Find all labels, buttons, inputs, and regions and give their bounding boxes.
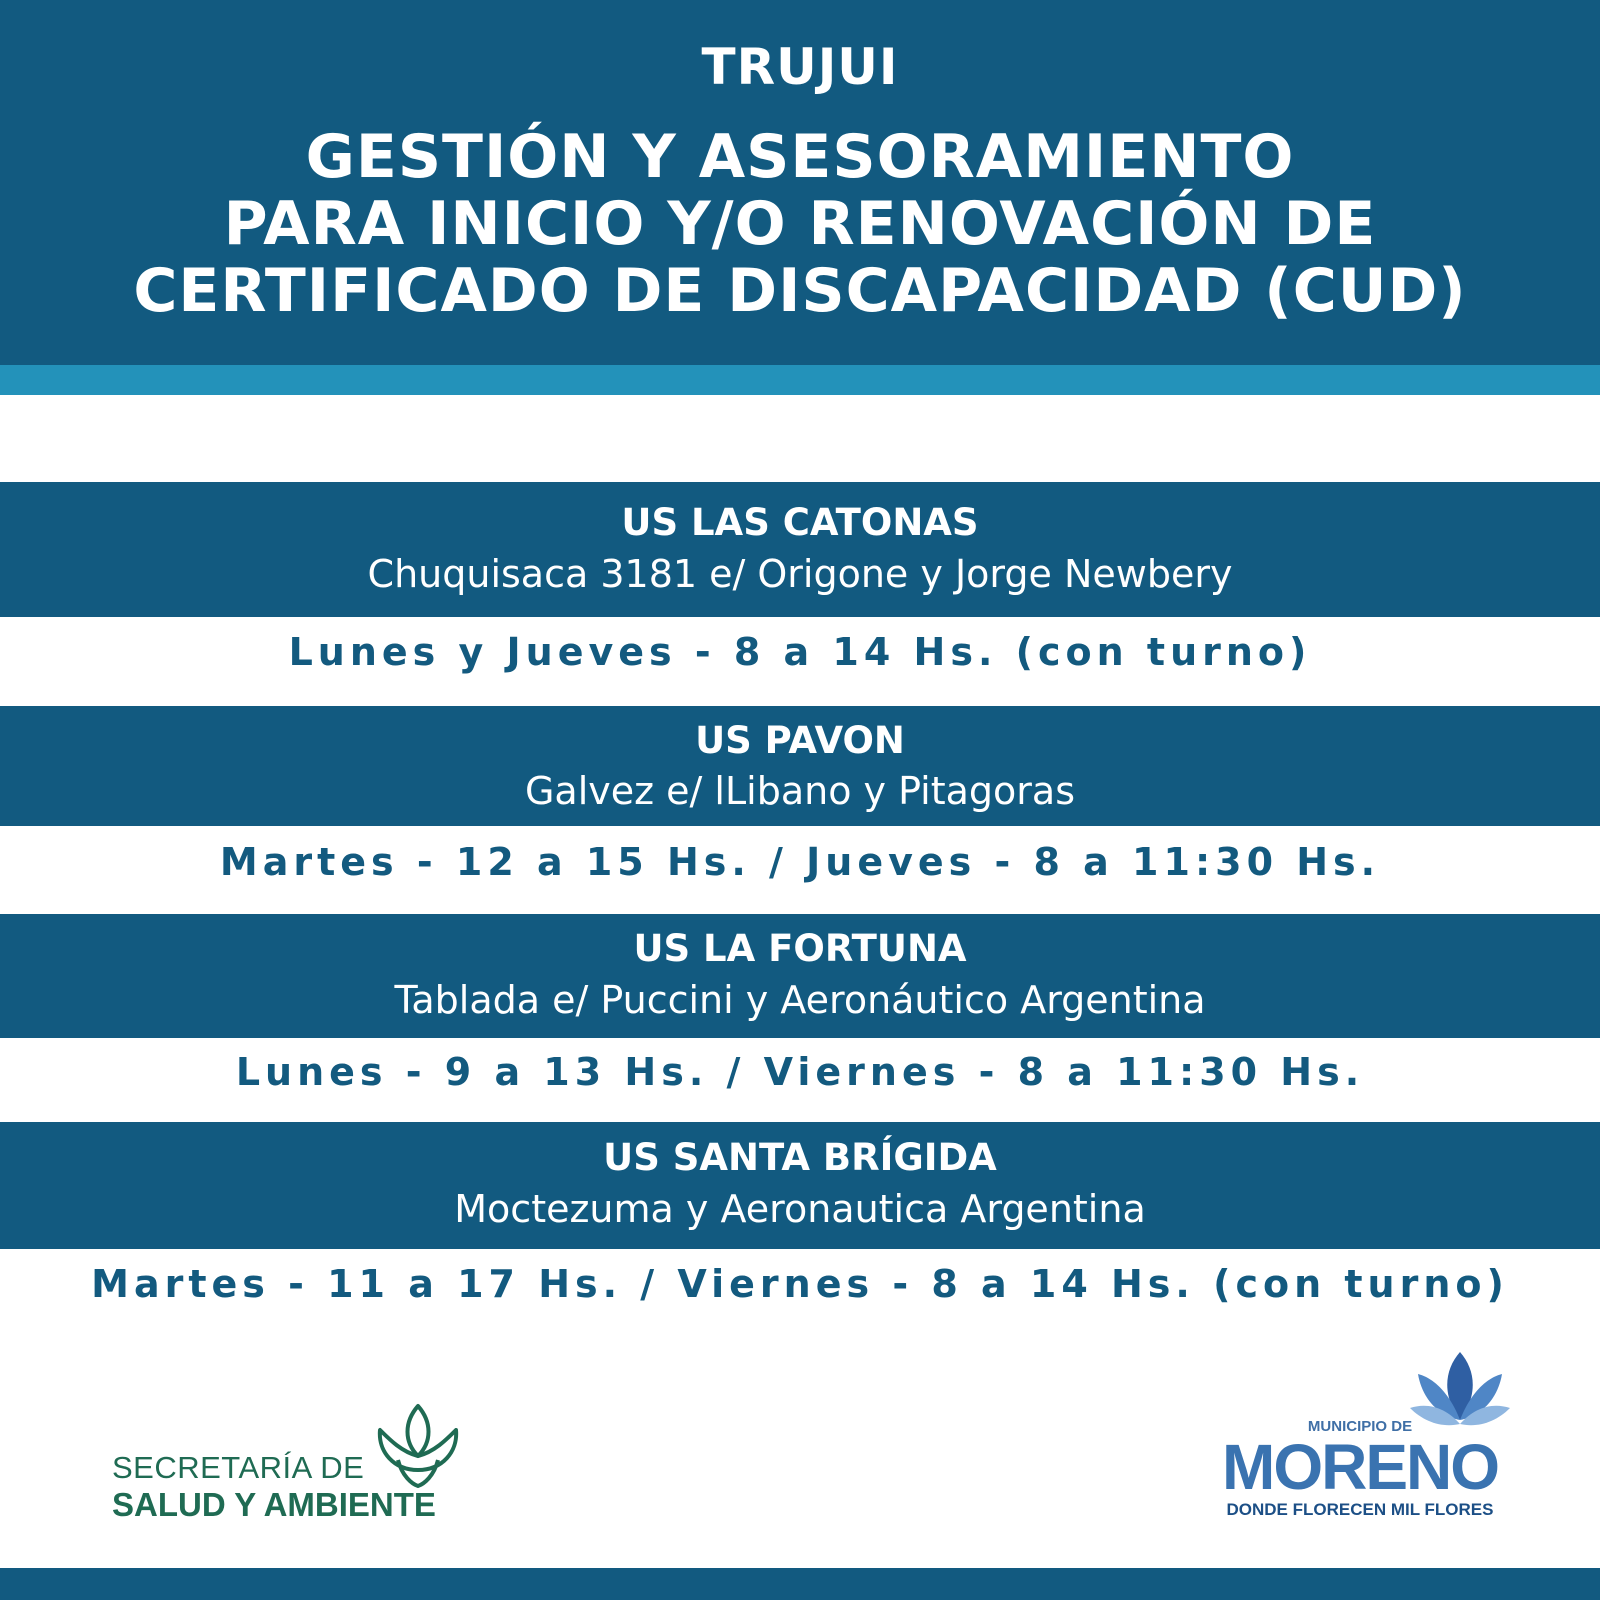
title-line: PARA INICIO Y/O RENOVACIÓN DE xyxy=(223,189,1377,259)
secretaria-salud-logo xyxy=(110,1400,490,1523)
location-address: Moctezuma y Aeronautica Argentina xyxy=(454,1187,1146,1231)
location-schedule: Lunes y Jueves - 8 a 14 Hs. (con turno) xyxy=(288,630,1312,674)
location-name: US LA FORTUNA xyxy=(633,927,967,970)
location-schedule: Lunes - 9 a 13 Hs. / Viernes - 8 a 11:30 Hs. xyxy=(235,1050,1365,1094)
moreno-logo-line1: MUNICIPIO DE xyxy=(1307,1418,1413,1435)
locality-title: TRUJUI xyxy=(701,38,899,96)
location-schedule: Martes - 11 a 17 Hs. / Viernes - 8 a 14 Hs. (con turno) xyxy=(91,1262,1509,1306)
location-address: Galvez e/ lLibano y Pitagoras xyxy=(524,769,1076,813)
lotus-outline-icon xyxy=(372,1400,464,1492)
title-line: CERTIFICADO DE DISCAPACIDAD (CUD) xyxy=(133,256,1467,326)
location-name: US PAVON xyxy=(695,719,905,762)
location-address: Tablada e/ Puccini y Aeronáutico Argentina xyxy=(394,978,1206,1022)
location-name: US SANTA BRÍGIDA xyxy=(603,1136,997,1179)
location-schedule: Martes - 12 a 15 Hs. / Jueves - 8 a 11:30 Hs. xyxy=(219,840,1381,884)
location-address: Chuquisaca 3181 e/ Origone y Jorge Newbery xyxy=(367,552,1233,596)
location-name: US LAS CATONAS xyxy=(621,501,979,544)
title-line: GESTIÓN Y ASESORAMIENTO xyxy=(305,122,1295,192)
footer-bar xyxy=(0,1568,1600,1600)
moreno-logo-wordmark: MORENO xyxy=(1222,1431,1498,1503)
salud-logo-line2: SALUD Y AMBIENTE xyxy=(112,1486,436,1523)
header-accent-stripe xyxy=(0,365,1600,395)
municipio-moreno-logo xyxy=(1210,1350,1540,1520)
moreno-logo-tagline: DONDE FLORECEN MIL FLORES xyxy=(1226,1500,1494,1519)
page-title xyxy=(0,124,1600,325)
location-card-las-catonas xyxy=(0,482,1600,617)
salud-logo-line1: SECRETARÍA DE xyxy=(112,1450,365,1485)
location-card-santa-brigida xyxy=(0,1122,1600,1249)
location-card-pavon xyxy=(0,706,1600,826)
header-banner xyxy=(0,0,1600,365)
location-card-la-fortuna xyxy=(0,914,1600,1038)
